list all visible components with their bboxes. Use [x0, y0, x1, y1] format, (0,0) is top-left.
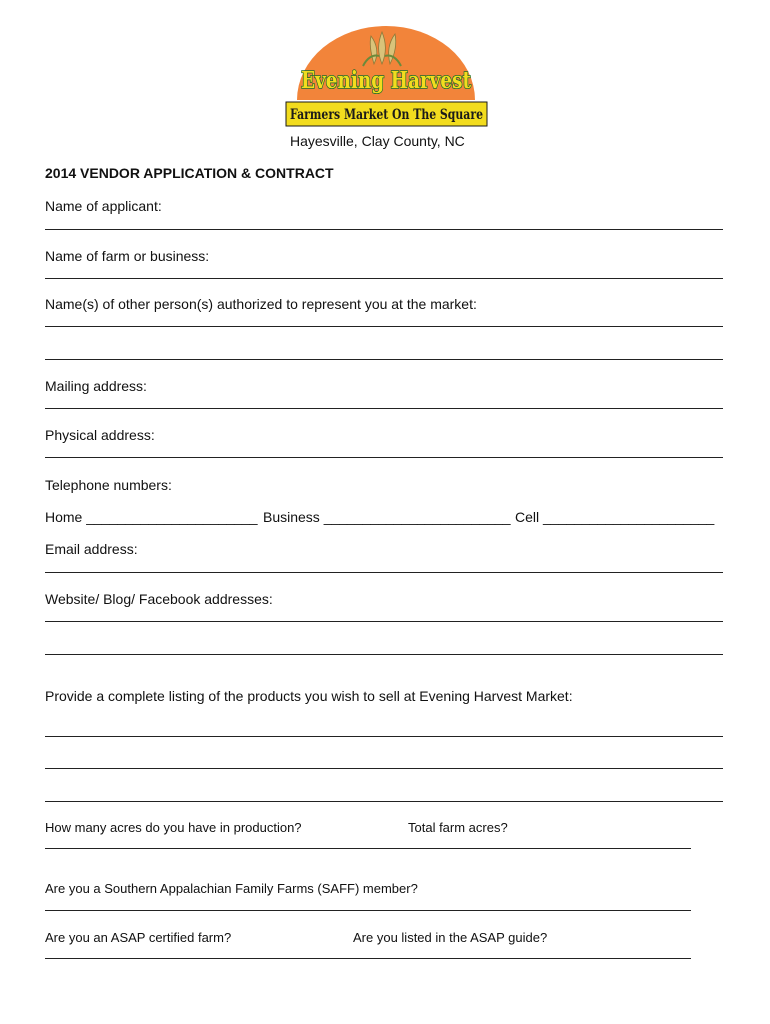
acres-label: How many acres do you have in production? — [45, 820, 302, 835]
email-line[interactable] — [45, 572, 723, 573]
others-label: Name(s) of other person(s) authorized to represent you at the market: — [45, 296, 477, 312]
cell-phone-field[interactable]: Cell ______________________ — [515, 509, 715, 525]
others-line-2[interactable] — [45, 359, 723, 360]
products-line-3[interactable] — [45, 801, 723, 802]
website-label: Website/ Blog/ Facebook addresses: — [45, 591, 273, 607]
products-line-1[interactable] — [45, 736, 723, 737]
farm-label: Name of farm or business: — [45, 248, 210, 264]
asap-line[interactable] — [45, 958, 691, 959]
asap-certified-label: Are you an ASAP certified farm? — [45, 930, 232, 945]
asap-guide-label: Are you listed in the ASAP guide? — [353, 930, 548, 945]
form-heading: 2014 VENDOR APPLICATION & CONTRACT — [45, 165, 334, 181]
farm-line[interactable] — [45, 278, 723, 279]
total-acres-label: Total farm acres? — [408, 820, 508, 835]
website-line-1[interactable] — [45, 621, 723, 622]
products-label: Provide a complete listing of the products you wish to sell at Evening Harvest Market: — [45, 688, 573, 704]
location-text: Hayesville, Clay County, NC — [290, 133, 465, 149]
mailing-label: Mailing address: — [45, 378, 147, 394]
applicant-label: Name of applicant: — [45, 198, 162, 214]
others-line-1[interactable] — [45, 326, 723, 327]
evening-harvest-logo — [283, 24, 489, 132]
website-line-2[interactable] — [45, 654, 723, 655]
physical-line[interactable] — [45, 457, 723, 458]
products-line-2[interactable] — [45, 768, 723, 769]
physical-label: Physical address: — [45, 427, 155, 443]
saff-label: Are you a Southern Appalachian Family Farms (SAFF) member? — [45, 881, 418, 896]
mailing-line[interactable] — [45, 408, 723, 409]
logo-subtitle: Farmers Market On The Square — [290, 107, 483, 123]
applicant-line[interactable] — [45, 229, 723, 230]
logo-title: Evening Harvest — [301, 67, 472, 94]
home-phone-field[interactable]: Home ______________________ — [45, 509, 258, 525]
telephone-label: Telephone numbers: — [45, 477, 172, 493]
acres-line[interactable] — [45, 848, 691, 849]
saff-line[interactable] — [45, 910, 691, 911]
business-phone-field[interactable]: Business ________________________ — [263, 509, 511, 525]
email-label: Email address: — [45, 541, 138, 557]
